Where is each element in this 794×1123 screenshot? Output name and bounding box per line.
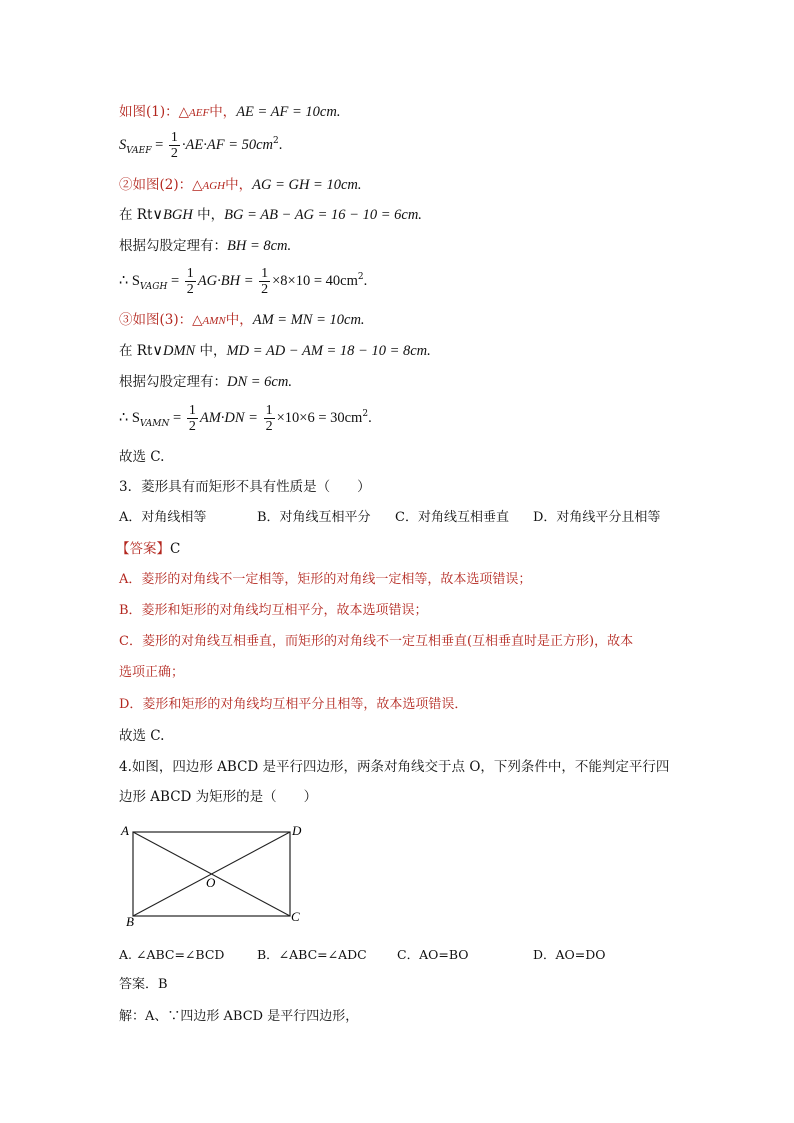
- q3-option-c: C．对角线互相垂直: [395, 510, 509, 525]
- area2-exponent: 2: [357, 272, 364, 282]
- q3-explain-a: A．菱形的对角线不一定相等，矩形的对角线一定相等，故本选项错误；: [119, 572, 532, 587]
- case3-rt-suffix: 中，: [195, 343, 227, 359]
- q3-stem: 3．菱形具有而矩形不具有性质是（ ）: [119, 479, 371, 495]
- area3-fraction-1: [187, 403, 198, 434]
- case2-line: [119, 176, 362, 195]
- area1-exponent: 2: [273, 136, 279, 146]
- case3-prefix: ③如图(3)：△: [119, 312, 203, 328]
- area3-subscript: VAMN: [139, 419, 170, 429]
- area3-rhs: ×10×6 = 30cm: [276, 410, 363, 426]
- q3-answer-value: C: [170, 541, 181, 557]
- area3-line: [119, 403, 372, 434]
- case3-rt-triangle: ∨DMN: [152, 343, 196, 359]
- case2-rt-prefix: 在 Rt: [119, 207, 153, 223]
- area2-equals: =: [167, 273, 183, 289]
- area1-symbol: S: [119, 137, 127, 153]
- case3-rt-line: [119, 342, 431, 360]
- q3-answer-line: [116, 540, 180, 558]
- q3-explain-c: C．菱形的对角线互相垂直，而矩形的对角线不一定互相垂直(互相垂直时是正方形)，故本: [119, 634, 634, 649]
- case3-pythagoras-text: 根据勾股定理有：: [119, 374, 227, 390]
- case1-triangle: AEF: [189, 107, 210, 119]
- choose-1: 故选 C.: [119, 449, 165, 465]
- area1-end: .: [278, 137, 283, 153]
- case2-equation: AG = GH = 10cm.: [252, 177, 362, 193]
- q3-option-a: A．对角线相等: [119, 510, 207, 525]
- case2-suffix: 中，: [225, 177, 253, 193]
- area1-fraction: [169, 130, 180, 161]
- q4-stem-line-2: 边形 ABCD 为矩形的是（ ）: [119, 789, 318, 805]
- q4-option-b: B．∠ABC=∠ADC: [257, 947, 367, 962]
- case1-equation: AE = AF = 10cm.: [236, 104, 341, 120]
- area2-fraction-2: [259, 266, 270, 297]
- fraction-denominator: 2: [170, 146, 178, 161]
- area3-fraction-2: [264, 403, 275, 434]
- case2-triangle: AGH: [202, 180, 226, 192]
- case3-rt-prefix: 在 Rt: [119, 343, 153, 359]
- q3-explain-c-cont: 选项正确；: [119, 665, 185, 680]
- label-a: A: [121, 823, 129, 838]
- fraction-denominator: 2: [188, 419, 196, 434]
- q4-solution: 解：A、∵四边形 ABCD 是平行四边形，: [119, 1009, 359, 1024]
- q4-options: [119, 946, 606, 964]
- case1-prefix: 如图(1)：△: [119, 104, 190, 120]
- area3-therefore: ∴ S: [119, 410, 140, 426]
- q4-option-a: A. ∠ABC=∠BCD: [119, 947, 225, 962]
- area3-equals: =: [169, 410, 185, 426]
- q4-answer: 答案．B: [119, 977, 168, 992]
- area3-middle: AM·DN =: [199, 410, 262, 426]
- q3-answer-label: 【答案】: [116, 541, 170, 557]
- area2-middle: AG·BH =: [197, 273, 258, 289]
- fraction-denominator: 2: [261, 282, 269, 297]
- label-c: C: [291, 909, 300, 924]
- fraction-numerator: 1: [170, 130, 178, 145]
- fraction-numerator: 1: [261, 266, 269, 281]
- label-b: B: [126, 914, 134, 929]
- area1-subscript: VAEF: [126, 146, 152, 156]
- case2-prefix: ②如图(2)：△: [119, 177, 203, 193]
- case3-line: [119, 311, 365, 330]
- q4-stem-line-1: 4.如图，四边形 ABCD 是平行四边形，两条对角线交于点 O，下列条件中，不能判定平行四: [119, 759, 670, 775]
- fraction-numerator: 1: [188, 403, 196, 418]
- case2-rt-triangle: ∨BGH: [152, 207, 193, 223]
- q3-options: [119, 509, 660, 527]
- q3-option-d: D．对角线平分且相等: [533, 510, 661, 525]
- q3-explain-d: D．菱形和矩形的对角线均互相平分且相等，故本选项错误．: [119, 697, 468, 712]
- parallelogram-figure: [118, 818, 318, 930]
- case2-rt-equation: BG = AB − AG = 16 − 10 = 6cm.: [224, 207, 422, 223]
- area2-therefore: ∴ S: [119, 273, 140, 289]
- q4-option-d: D．AO=DO: [533, 947, 606, 962]
- case2-pythagoras-line: [119, 237, 291, 255]
- area1-rhs: ·AE·AF = 50cm: [181, 137, 274, 153]
- case1-suffix: 中，: [209, 104, 237, 120]
- case3-equation: AM = MN = 10cm.: [252, 312, 365, 328]
- case1-line: [119, 103, 340, 122]
- fraction-denominator: 2: [265, 419, 273, 434]
- case2-pythagoras-text: 根据勾股定理有：: [119, 238, 227, 254]
- case2-rt-line: [119, 206, 422, 224]
- case3-triangle: AMN: [202, 315, 226, 327]
- case2-pythagoras-eq: BH = 8cm.: [227, 238, 292, 254]
- case3-pythagoras-line: [119, 373, 292, 391]
- case3-suffix: 中，: [225, 312, 253, 328]
- q4-option-c: C．AO=BO: [397, 947, 469, 962]
- area2-rhs: ×8×10 = 40cm: [272, 273, 358, 289]
- case3-pythagoras-eq: DN = 6cm.: [227, 374, 292, 390]
- fraction-numerator: 1: [186, 266, 194, 281]
- area1-equals: =: [151, 137, 167, 153]
- area2-subscript: VAGH: [139, 282, 168, 292]
- area2-end: .: [363, 273, 368, 289]
- area1-line: [119, 130, 282, 161]
- q3-choose: 故选 C.: [119, 728, 165, 744]
- area3-exponent: 2: [362, 409, 369, 419]
- label-d: D: [292, 823, 302, 838]
- case3-rt-equation: MD = AD − AM = 18 − 10 = 8cm.: [226, 343, 431, 359]
- q3-explain-b: B．菱形和矩形的对角线均互相平分，故本选项错误；: [119, 603, 428, 618]
- label-o: O: [206, 875, 216, 890]
- area3-end: .: [368, 410, 372, 426]
- area2-fraction-1: [185, 266, 196, 297]
- area2-line: [119, 266, 367, 297]
- q3-option-b: B．对角线互相平分: [257, 510, 371, 525]
- case2-rt-suffix: 中，: [192, 207, 225, 223]
- fraction-numerator: 1: [265, 403, 273, 418]
- fraction-denominator: 2: [186, 282, 194, 297]
